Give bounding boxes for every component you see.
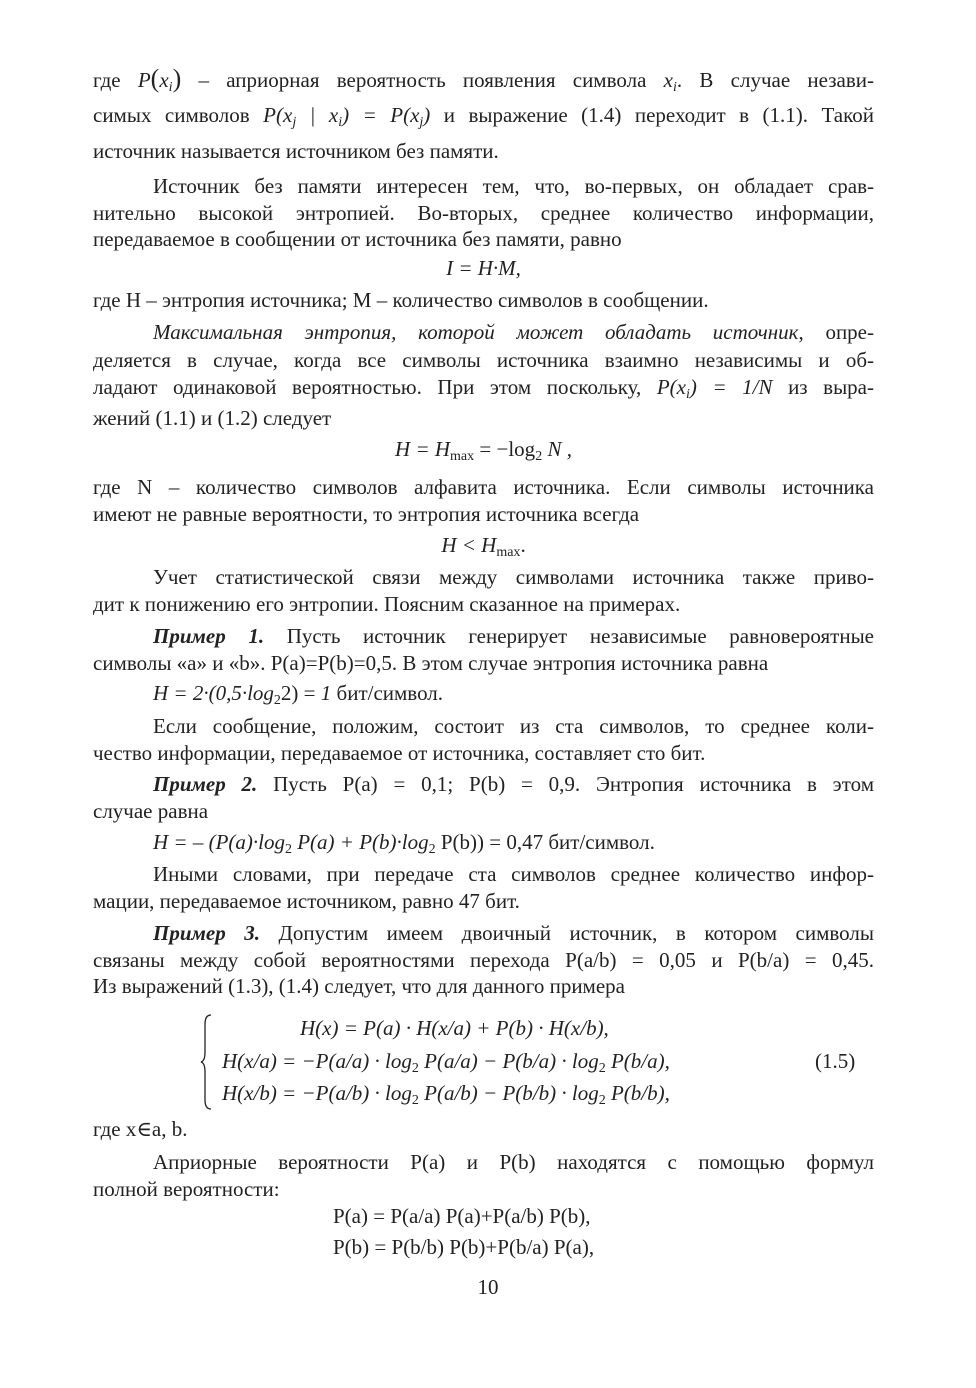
formula: $H < H_{max}$. [441,533,526,560]
text-line: Максимальная энтропия, которой может обладать источник, опре- [153,320,874,344]
text-line: где N – количество символов алфавита источника. Если символы источника [93,475,874,499]
example-label: Пример 3. [153,921,260,945]
text-line: передаваемое в сообщении от источника без памяти, равно [93,227,622,251]
text-line: где H – энтропия источника; M – количество символов в сообщении. [93,288,709,312]
text-line: симых символов $P(x_j$ | $x_i) = P(x_j)$ и выражение (1.4) переходит в (1.1). Такой [93,103,874,130]
text-line: дит к понижению его энтропии. Поясним сказанное на примерах. [93,592,681,616]
equation-number: (1.5) [815,1049,856,1073]
text-line: источник называется источником без памяти. [93,139,499,163]
text-line: нительно высокой энтропией. Во-вторых, среднее количество информации, [93,201,874,225]
system-brace [200,1014,212,1110]
text-line: мации, передаваемое источником, равно 47 бит. [93,889,520,913]
text-line: Если сообщение, положим, состоит из ста символов, то среднее коли- [153,714,874,738]
equation-row: $H(x/a) = -P(a/a) \cdot \log_2 P(a/a) - P(b/a) \cdot \log_2 P(b/a)$, [222,1049,670,1076]
formula: H = – ($P(a)\cdot\log_2$ $P(a) + P(b)\cdot\log_2$ P(b)) = 0,47 бит/символ. [153,830,655,857]
equation-row: $H(x/b) = -P(a/b) \cdot \log_2 P(a/b) - P(b/b) \cdot \log_2 P(b/b)$, [222,1081,670,1108]
example-label: Пример 1. [153,624,265,648]
text-line: случае равна [93,799,209,823]
text-line: полной вероятности: [93,1177,280,1201]
equation-row: H(x) = P(a) · H(x/a) + P(b) · H(x/b), [300,1016,609,1040]
text-line: Из выражений (1.3), (1.4) следует, что для данного примера [93,974,625,998]
text-line: Априорные вероятности P(a) и P(b) находятся с помощью формул [153,1150,874,1174]
text-line: жений (1.1) и (1.2) следует [93,406,332,430]
formula: I = H·M, [446,256,521,280]
text-line: Пример 1. Пусть источник генерирует независимые равновероятные [153,624,874,648]
page-number: 10 [477,1275,499,1299]
text-line: ладают одинаковой вероятностью. При этом поскольку, $P(x_i) = 1/N$ из выра- [93,375,874,402]
text-line: деляется в случае, когда все символы источника взаимно независимы и об- [93,348,874,372]
text-line: где $P(x_i)$ – априорная вероятность появления символа $x_i$. В случае незави- [93,64,875,95]
text-line: Учет статистической связи между символами источника также приво- [153,565,874,589]
text-line: Иными словами, при передаче ста символов среднее количество инфор- [153,862,874,886]
text-line: Источник без памяти интересен тем, что, во-первых, он обладает срав- [153,174,874,198]
text-line: где x∈a, b. [93,1117,188,1141]
text-line: символы «a» и «b». P(a)=P(b)=0,5. В этом случае энтропия источника равна [93,651,769,675]
formula: P(a) = P(a/a) P(a)+P(a/b) P(b), [333,1204,591,1228]
text-line: чество информации, передаваемое от источника, составляет сто бит. [93,741,706,765]
text-line: связаны между собой вероятностями перехода P(a/b) = 0,05 и P(b/a) = 0,45. [93,948,874,972]
text-line: Пример 2. Пусть P(a) = 0,1; P(b) = 0,9. Энтропия источника в этом [153,772,874,796]
formula: $H = H_{max} = -\log_2$ N , [395,437,572,464]
formula: $H = 2\cdot(0,5\cdot\log_22) = 1$ бит/символ. [153,681,444,708]
text-line: имеют не равные вероятности, то энтропия источника всегда [93,502,640,526]
text-line: Пример 3. Допустим имеем двоичный источник, в котором символы [153,921,874,945]
formula: P(b) = P(b/b) P(b)+P(b/a) P(a), [333,1235,595,1259]
example-label: Пример 2. [153,772,258,796]
